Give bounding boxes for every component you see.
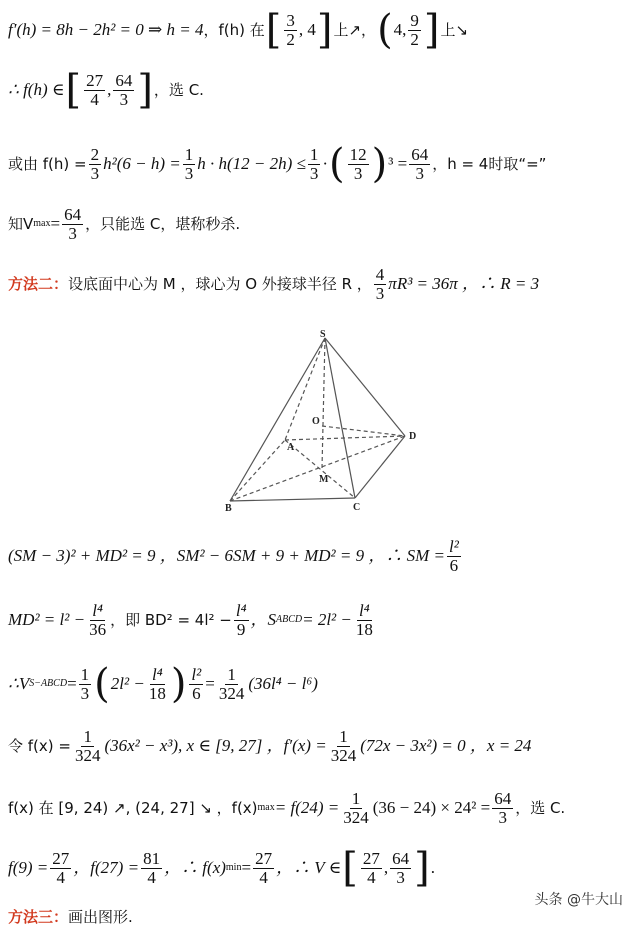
fraction: $\frac{1}{324}$ (74, 726, 101, 765)
text: (36 − 24) × 24² = (372, 798, 491, 817)
derivative-expression: f′(h) = 8h − 2h² = 0 ⇒ h = 4 (8, 20, 204, 39)
fraction: $\frac{1}{3}$ (309, 144, 319, 183)
fraction: $\frac{27}{4}$ (52, 848, 70, 887)
text: ，只能选 C，堪称秒杀. (85, 215, 241, 233)
text: 或由 f(h) = (8, 155, 87, 173)
text: = 2l² − (302, 610, 352, 629)
text: = f(24) = (274, 798, 340, 817)
point-C-label: C (353, 502, 361, 513)
formula-line-10 (8, 786, 632, 830)
subscript: S−ABCD (29, 678, 68, 689)
fraction: $\frac{27}{4}$ (362, 848, 380, 887)
fraction: $\frac{64}{3}$ (494, 788, 512, 827)
bracket: ) (170, 661, 187, 707)
subscript: min (225, 862, 242, 873)
watermark: 头条 @牛大山 (532, 888, 626, 910)
interval-start: 4, (393, 20, 407, 39)
text: f(x) 在 [9, 24) ↗, (24, 27] ↘ ，f(x) (8, 799, 258, 817)
range-expression: ∴ f(h) ∈ (8, 80, 65, 99)
text: = (241, 858, 252, 877)
text: ，∴ f(x) (164, 858, 226, 877)
fraction: $\frac{64}{3}$ (115, 70, 133, 109)
bracket: ] (414, 845, 430, 891)
fraction: $\frac{1}{3}$ (80, 664, 90, 703)
fraction: $\frac{2}{3}$ (90, 144, 100, 183)
bracket: ( (329, 141, 345, 187)
text: (36x² − x³), x ∈ [9, 27] ，f′(x) = (104, 736, 327, 755)
formula-line-1 (8, 8, 632, 52)
text: 2l² − (110, 674, 145, 693)
text: ，h = 4时取“=” (432, 155, 547, 173)
fraction: $\frac{9}{2}$ (410, 10, 419, 49)
bracket: [ (265, 7, 282, 53)
bracket: ) (371, 141, 388, 187)
bracket: ] (423, 7, 440, 53)
text: h²(6 − h) = (103, 154, 181, 173)
text: f(9) = (8, 858, 49, 877)
fraction: $\frac{\text{l²}}{6}$ (449, 536, 459, 575)
fraction: $\frac{\text{l⁴}}{9}$ (235, 600, 247, 639)
text: 上↘ (440, 21, 469, 39)
method-two-label: 方法二： (8, 275, 69, 293)
text: 上↗， (333, 21, 377, 39)
text: (72x − 3x²) = 0 ，x = 24 (360, 736, 532, 755)
fraction: $\frac{1}{324}$ (343, 788, 369, 827)
bracket: ] (137, 67, 153, 113)
fraction: $\frac{4}{3}$ (375, 264, 385, 303)
fraction: $\frac{1}{324}$ (330, 726, 357, 765)
point-O-label: O (312, 416, 320, 427)
bracket: [ (342, 845, 358, 891)
formula-line-6 (8, 534, 632, 578)
text: πR³ = 36π ，∴ R = 3 (388, 274, 540, 293)
text: ∴V (8, 674, 30, 693)
text: ，选 C. (153, 81, 204, 99)
formula-line-4 (8, 202, 632, 246)
formula-line-11: f(9) = $\frac{27}{4}$ ，f(27) = $\frac{81}{4}$ ，∴ f(x) min = $\frac{27}{4}$ ，∴ V ∈ [ $\frac{27}{4}$ , $\frac{64}{3}$ ] . (8, 845, 435, 891)
fraction: $\frac{1}{3}$ (184, 144, 194, 183)
text: ，f(27) = (73, 858, 140, 877)
fraction: $\frac{3}{2}$ (286, 10, 295, 49)
text: . (430, 858, 435, 877)
text: h · h(12 − 2h) ≤ (197, 154, 306, 173)
bracket: ] (316, 7, 333, 53)
fraction: $\frac{\text{l²}}{6}$ (191, 664, 202, 703)
bracket: ( (94, 661, 110, 707)
text: ，∴ V ∈ (276, 858, 342, 877)
point-M-label: M (319, 474, 329, 485)
point-A-label: A (287, 442, 295, 453)
fraction: $\frac{\text{l⁴}}{18}$ (148, 664, 166, 703)
formula-line-5 (8, 262, 632, 306)
interval-end: , 4 (298, 20, 316, 39)
fraction: $\frac{27}{4}$ (86, 70, 104, 109)
text: = (50, 214, 61, 233)
fraction: $\frac{64}{3}$ (64, 204, 82, 243)
point-B-label: B (225, 503, 232, 514)
formula-line-9 (8, 724, 632, 768)
text: ³ = (388, 154, 408, 173)
bracket: ( (377, 7, 393, 53)
formula-line-8 (8, 662, 632, 706)
text: MD² = l² − (8, 610, 86, 629)
fraction: $\frac{27}{4}$ (255, 848, 273, 887)
formula-line-3 (8, 142, 632, 186)
text: 画出图形. (68, 908, 133, 926)
text: ，即 BD² = 4l² − (110, 611, 232, 629)
fraction: $\frac{\text{l⁴}}{36}$ (89, 600, 107, 639)
subscript: max (257, 802, 275, 813)
formula-line-7 (8, 598, 632, 642)
point-S-label: S (320, 329, 326, 340)
text: = (205, 674, 215, 693)
point-D-label: D (409, 431, 417, 442)
text: ，f(h) 在 (203, 21, 265, 39)
text: ，S (250, 610, 276, 629)
text: (36l⁴ − l⁶) (248, 674, 318, 693)
fraction: $\frac{\text{l⁴}}{18}$ (355, 600, 373, 639)
pyramid-diagram (215, 328, 425, 518)
method-three-label: 方法三： (8, 908, 69, 926)
formula-line-2: ∴ f(h) ∈ [ $\frac{27}{4}$ , $\frac{64}{3}$ ] ，选 C. (8, 67, 204, 113)
text: 设底面中心为 M ，球心为 O 外接球半径 R ， (68, 275, 372, 293)
fraction: $\frac{81}{4}$ (143, 848, 161, 887)
text: · (322, 154, 329, 173)
fraction: $\frac{12}{3}$ (349, 144, 367, 183)
subscript: max (33, 218, 51, 229)
fraction: $\frac{64}{3}$ (392, 848, 410, 887)
text: ，选 C. (515, 799, 566, 817)
text: = (67, 674, 77, 693)
text: (SM − 3)² + MD² = 9 ，SM² − 6SM + 9 + MD² = 9 ，∴ SM = (8, 546, 446, 565)
fraction: $\frac{1}{324}$ (218, 664, 245, 703)
text: 令 f(x) = (8, 737, 71, 755)
fraction: $\frac{64}{3}$ (411, 144, 429, 183)
subscript: ABCD (276, 614, 303, 625)
text: 知V (8, 215, 34, 233)
bracket: [ (65, 67, 82, 113)
